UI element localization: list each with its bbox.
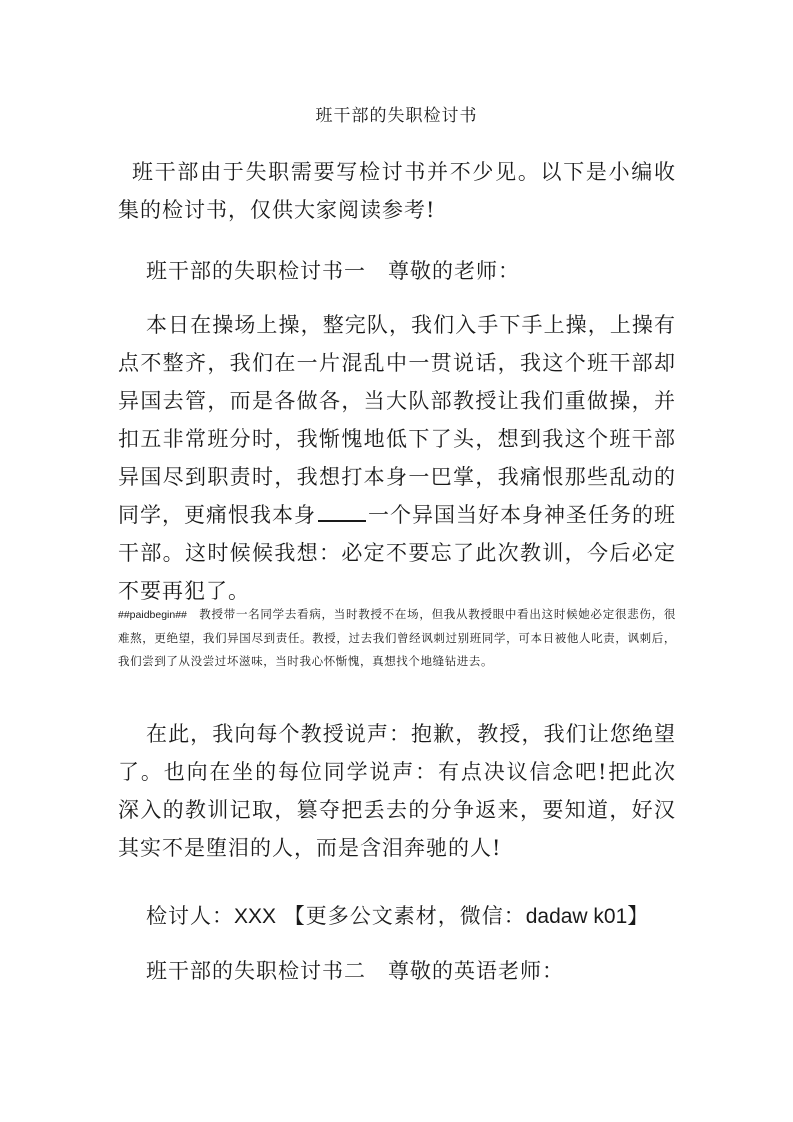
body-1-text-before-blank: 本日在操场上操，整完队，我们入手下手上操，上操有点不整齐，我们在一片混乱中一贯说话，我这个班干部却异国去管，而是各做各，当大队部教授让我们重做操，并扣五非常班分时，我惭愧地低下了头，想到我这个班干部异国尽到职责时，我想打本身一巴掌，我痛恨那些乱动的同学，更痛恨我本身 bbox=[118, 313, 676, 527]
signature-name: XXX bbox=[234, 905, 277, 928]
intro-paragraph: 班干部由于失职需要写检讨书并不少见。以下是小编收集的检讨书，仅供大家阅读参考! bbox=[118, 160, 676, 222]
promo-note-open: 【更多公文素材，微信： bbox=[283, 904, 526, 928]
section-heading-1: 班干部的失职检讨书一 尊敬的老师： bbox=[146, 259, 520, 283]
body-paragraph-1 bbox=[118, 306, 676, 610]
section-heading-2: 班干部的失职检讨书二 尊敬的英语老师： bbox=[146, 959, 564, 983]
paid-content-text: 教授带一名同学去看病，当时教授不在场，但我从教授眼中看出这时候她必定很悲伤，很难熬，更绝望，我们异国尽到责任。教授，过去我们曾经讽刺过别班同学，可本日被他人叱责，讽刺后，我们尝到了从没尝过坏滋味，当时我心怀惭愧，真想找个地缝钻进去。 bbox=[118, 607, 676, 668]
body-1-text-after-blank: 一个异国当好本身神圣任务的班干部。这时候候我想：必定不要忘了此次教训，今后必定不要再犯了。 bbox=[118, 503, 676, 603]
promo-note-close: 】 bbox=[627, 904, 650, 928]
fill-in-blank bbox=[318, 498, 366, 522]
body-paragraph-2: 在此，我向每个教授说声：抱歉，教授，我们让您绝望了。也向在坐的每位同学说声：有点决议信念吧!把此次深入的教训记取，篡夺把丢去的分争返来，要知道，好汉其实不是堕泪的人，而是含泪奔驰的人! bbox=[118, 722, 676, 860]
paid-begin-tag: ##paidbegin## bbox=[118, 609, 187, 621]
signature-line bbox=[118, 897, 676, 936]
document-title: 班干部的失职检讨书 bbox=[315, 106, 478, 126]
promo-wechat-id: dadaw k01 bbox=[525, 905, 628, 928]
paid-content-paragraph bbox=[118, 603, 676, 673]
signature-label: 检讨人： bbox=[146, 904, 234, 928]
